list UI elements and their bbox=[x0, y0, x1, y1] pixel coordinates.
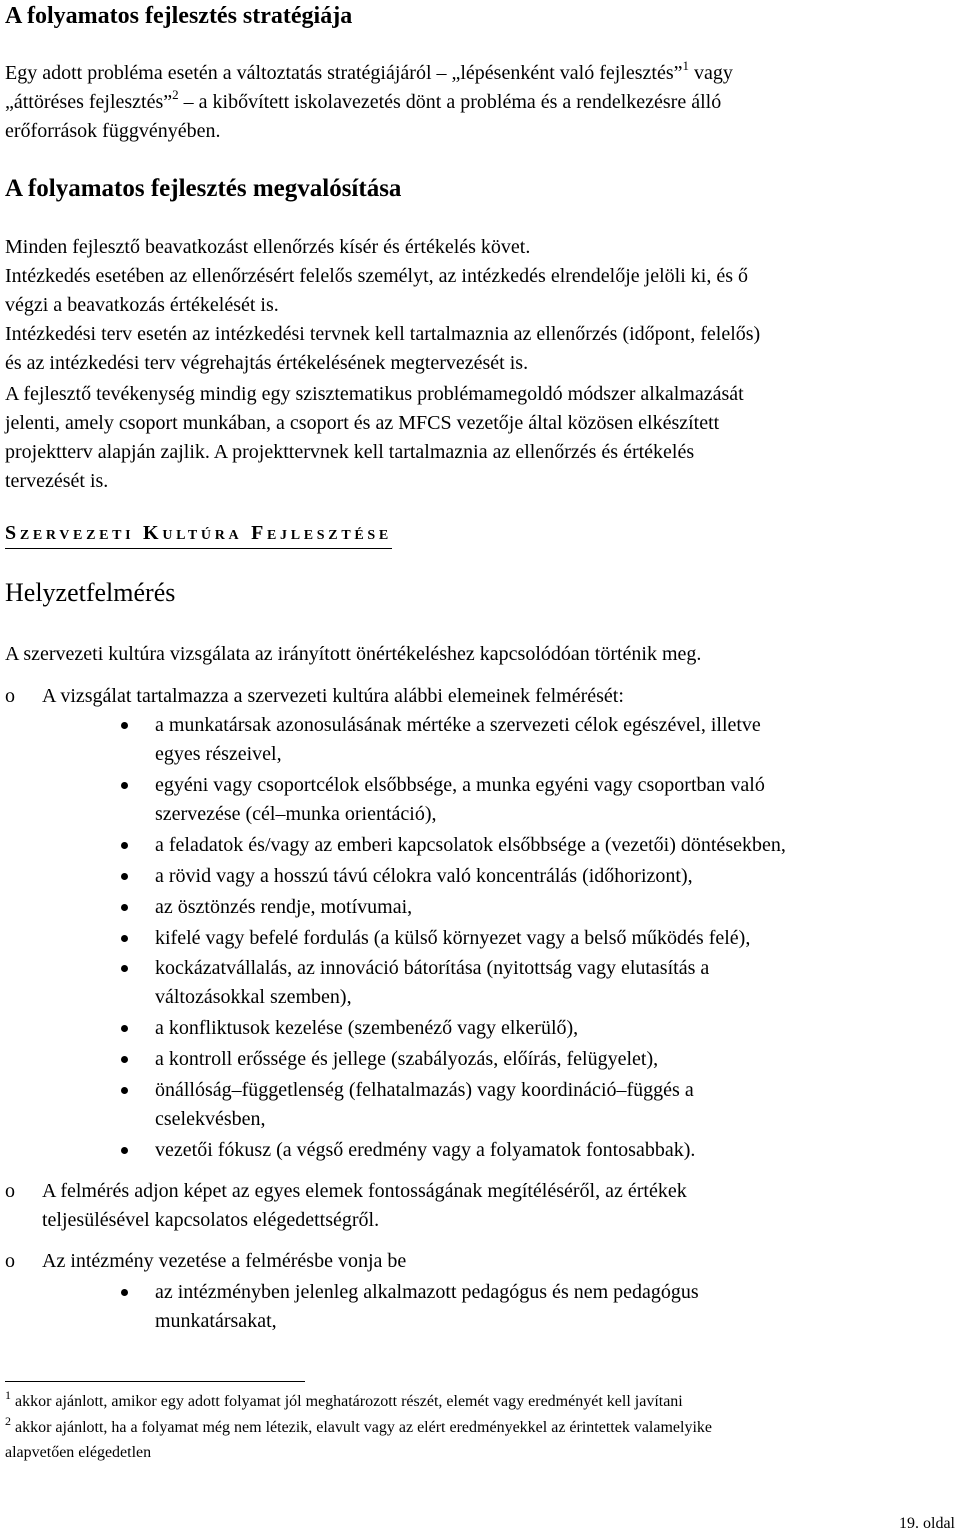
bullet-icon bbox=[121, 1087, 128, 1094]
footnote-divider bbox=[5, 1381, 305, 1382]
body-line: jelenti, amely csoport munkában, a csoport és az MFCS vezetője által közösen elkészített bbox=[5, 412, 720, 434]
body-line: végzi a beavatkozás értékelését is. bbox=[5, 294, 279, 316]
bullet-item-continued: változásokkal szemben), bbox=[155, 986, 352, 1008]
bullet-icon bbox=[121, 842, 128, 849]
bullet-icon bbox=[121, 904, 128, 911]
footnote-ref-1[interactable]: 1 bbox=[682, 58, 689, 73]
footnote-ref-2[interactable]: 2 bbox=[172, 87, 179, 102]
body-line: tervezését is. bbox=[5, 470, 109, 492]
body-line: és az intézkedési terv végrehajtás értékelésének megtervezését is. bbox=[5, 352, 529, 374]
bullet-icon bbox=[121, 1025, 128, 1032]
bullet-item: az ösztönzés rendje, motívumai, bbox=[155, 896, 413, 918]
bullet-item: az intézményben jelenleg alkalmazott pedagógus és nem pedagógus bbox=[155, 1281, 699, 1303]
body-line: Intézkedés esetében az ellenőrzésért felelős személyt, az intézkedés elrendelője jelöli ki, és ő bbox=[5, 265, 748, 287]
bullet-item: a feladatok és/vagy az emberi kapcsolatok elsőbbsége a (vezetői) döntésekben, bbox=[155, 834, 786, 856]
bullet-item: vezetői fókusz (a végső eredmény vagy a folyamatok fontosabbak). bbox=[155, 1139, 696, 1161]
assessment-intro: A szervezeti kultúra vizsgálata az irányított önértékeléshez kapcsolódóan történik meg. bbox=[5, 643, 702, 665]
bullet-item: egyéni vagy csoportcélok elsőbbsége, a munka egyéni vagy csoportban való bbox=[155, 774, 765, 796]
body-line: Minden fejlesztő beavatkozást ellenőrzés kísér és értékelés követ. bbox=[5, 236, 531, 258]
body-line: A fejlesztő tevékenység mindig egy szisztematikus problémamegoldó módszer alkalmazását bbox=[5, 383, 744, 405]
bullet-item: a rövid vagy a hosszú távú célokra való koncentrálás (időhorizont), bbox=[155, 865, 693, 887]
bullet-icon bbox=[121, 873, 128, 880]
list-item-continued: teljesülésével kapcsolatos elégedettségről. bbox=[42, 1209, 380, 1231]
intro-line-2: „áttöréses fejlesztés”$^2$ – a kibővített iskolavezetés dönt a probléma és a rendelkezésre álló bbox=[5, 87, 722, 113]
list-item: A vizsgálat tartalmazza a szervezeti kultúra alábbi elemeinek felmérését: bbox=[42, 685, 624, 707]
page-title: A folyamatos fejlesztés stratégiája bbox=[5, 3, 353, 29]
bullet-item-continued: cselekvésben, bbox=[155, 1108, 266, 1130]
footnote-2: $^2$ akkor ajánlott, ha a folyamat még nem létezik, elavult vagy az elért eredményekkel az érintettek valamelyike bbox=[5, 1414, 713, 1436]
bullet-item: önállóság–függetlenség (felhatalmazás) vagy koordináció–függés a bbox=[155, 1079, 694, 1101]
section-title-organizational-culture: SZERVEZETI KULTÚRA FEJLESZTÉSE bbox=[5, 521, 392, 549]
bullet-item-continued: munkatársakat, bbox=[155, 1310, 277, 1332]
list-item: A felmérés adjon képet az egyes elemek fontosságának megítéléséről, az értékek bbox=[42, 1180, 687, 1202]
bullet-item-continued: szervezése (cél–munka orientáció), bbox=[155, 803, 437, 825]
intro-line-3: erőforrások függvényében. bbox=[5, 120, 221, 142]
footnote-1: $^1$ akkor ajánlott, amikor egy adott folyamat jól meghatározott részét, elemét vagy eredményét kell javítani bbox=[5, 1388, 683, 1410]
intro-line-1: Egy adott probléma esetén a változtatás stratégiájáról – „lépésenként való fejlesztés”$^1$ vagy bbox=[5, 58, 733, 84]
bullet-item: kockázatvállalás, az innováció bátorítása (nyitottság vagy elutasítás a bbox=[155, 957, 710, 979]
list-marker: o bbox=[5, 1180, 15, 1202]
bullet-icon bbox=[121, 1289, 128, 1296]
bullet-icon bbox=[121, 1056, 128, 1063]
bullet-item: a kontroll erőssége és jellege (szabályozás, előírás, felügyelet), bbox=[155, 1048, 659, 1070]
bullet-item: a munkatársak azonosulásának mértéke a szervezeti célok egészével, illetve bbox=[155, 714, 761, 736]
bullet-icon bbox=[121, 722, 128, 729]
bullet-item-continued: egyes részeivel, bbox=[155, 743, 282, 765]
list-marker: o bbox=[5, 1250, 15, 1272]
bullet-icon bbox=[121, 935, 128, 942]
page-number: 19. oldal bbox=[899, 1515, 955, 1532]
bullet-icon bbox=[121, 965, 128, 972]
list-item: Az intézmény vezetése a felmérésbe vonja be bbox=[42, 1250, 407, 1272]
subsection-heading: Helyzetfelmérés bbox=[5, 578, 176, 607]
bullet-icon bbox=[121, 782, 128, 789]
body-line: projektterv alapján zajlik. A projekttervnek kell tartalmaznia az ellenőrzés és értékelés bbox=[5, 441, 695, 463]
footnote-2-continued: alapvetően elégedetlen bbox=[5, 1444, 152, 1461]
section-heading-implementation: A folyamatos fejlesztés megvalósítása bbox=[5, 175, 402, 202]
body-line: Intézkedési terv esetén az intézkedési tervnek kell tartalmaznia az ellenőrzés (időpont, felelős) bbox=[5, 323, 761, 345]
bullet-item: a konfliktusok kezelése (szembenéző vagy elkerülő), bbox=[155, 1017, 579, 1039]
list-marker: o bbox=[5, 685, 15, 707]
bullet-icon bbox=[121, 1147, 128, 1154]
bullet-item: kifelé vagy befelé fordulás (a külső környezet vagy a belső működés felé), bbox=[155, 927, 751, 949]
